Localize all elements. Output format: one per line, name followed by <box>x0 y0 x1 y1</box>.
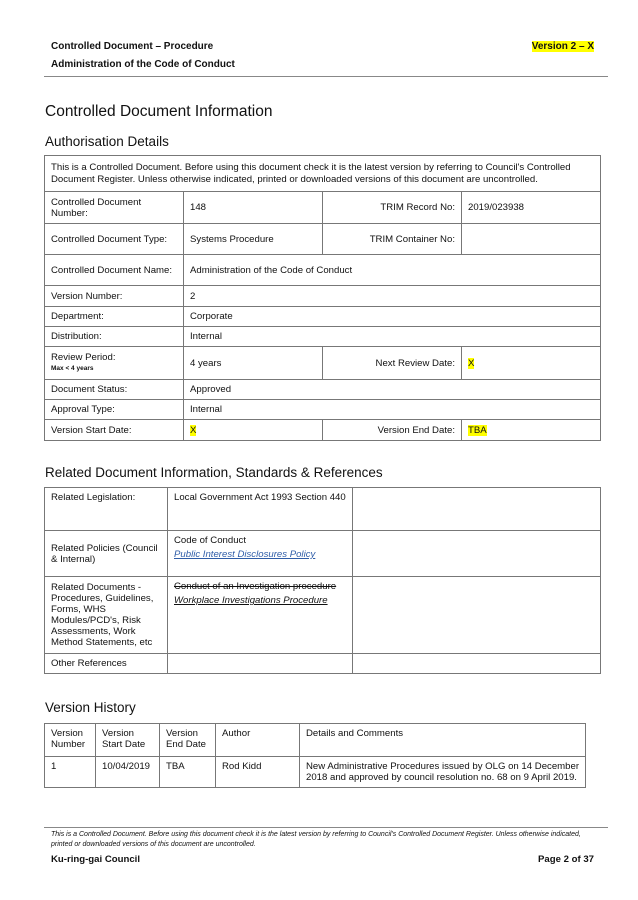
col-header: Author <box>216 724 300 757</box>
authorisation-heading: Authorisation Details <box>45 134 169 149</box>
related-table <box>44 487 601 674</box>
policies-extra <box>353 531 601 577</box>
table-row <box>45 347 601 380</box>
table-cell: TBA <box>160 757 216 788</box>
policy-pid-link[interactable]: Public Interest Disclosures Policy <box>174 549 316 560</box>
doc-workplace-investigations: Workplace Investigations Procedure <box>174 595 328 606</box>
version-start-value: X <box>190 424 197 436</box>
version-start-cell <box>184 420 323 441</box>
documents-label: Related Documents - Procedures, Guidelines, Forms, WHS Modules/PCD's, Risk Assessments, Work Method Statements, etc <box>45 577 168 654</box>
doc-type-label: Controlled Document Type: <box>45 224 184 255</box>
table-row <box>45 286 601 307</box>
doc-number-label: Controlled Document Number: <box>45 192 184 224</box>
version-end-label: Version End Date: <box>323 420 462 441</box>
footer-page-number: Page 2 of 37 <box>538 854 594 865</box>
header-divider <box>44 76 608 77</box>
header-version: Version 2 – X <box>531 41 594 52</box>
legislation-label: Related Legislation: <box>45 488 168 531</box>
legislation-extra <box>353 488 601 531</box>
col-header: Version End Date <box>160 724 216 757</box>
table-cell: New Administrative Procedures issued by OLG on 14 December 2018 and approved by council resolution no. 68 on 9 April 2019. <box>300 757 586 788</box>
other-references-label: Other References <box>45 654 168 674</box>
next-review-label: Next Review Date: <box>323 347 462 380</box>
table-row <box>45 420 601 441</box>
doc-status-value: Approved <box>184 380 601 400</box>
other-references-extra <box>353 654 601 674</box>
review-period-label: Review Period: <box>51 352 116 363</box>
version-history-table <box>44 723 586 788</box>
doc-name-label: Controlled Document Name: <box>45 255 184 286</box>
legislation-value: Local Government Act 1993 Section 440 <box>168 488 353 531</box>
col-header: Version Number <box>45 724 96 757</box>
authorisation-note: This is a Controlled Document. Before using this document check it is the latest version by referring to Council's Controlled Document Register. Unless otherwise indicated, printed or downloaded versions of this document are uncontrolled. <box>45 156 601 192</box>
doc-number-value: 148 <box>184 192 323 224</box>
policies-label: Related Policies (Council & Internal) <box>45 531 168 577</box>
table-row <box>45 400 601 420</box>
next-review-value: X <box>468 357 475 369</box>
footer-council: Ku-ring-gai Council <box>51 854 140 865</box>
table-row <box>45 380 601 400</box>
table-row <box>45 327 601 347</box>
col-header: Version Start Date <box>96 724 160 757</box>
department-label: Department: <box>45 307 184 327</box>
review-period-value: 4 years <box>184 347 323 380</box>
header-doc-name: Administration of the Code of Conduct <box>51 59 235 70</box>
page-title: Controlled Document Information <box>45 103 273 120</box>
version-number-value: 2 <box>184 286 601 307</box>
distribution-label: Distribution: <box>45 327 184 347</box>
doc-investigation-procedure: Conduct of an Investigation procedure <box>174 581 337 592</box>
trim-container-value <box>462 224 601 255</box>
table-row <box>45 531 601 577</box>
table-row <box>45 488 601 531</box>
doc-type-value: Systems Procedure <box>184 224 323 255</box>
department-value: Corporate <box>184 307 601 327</box>
next-review-cell <box>462 347 601 380</box>
table-row <box>45 255 601 286</box>
header-doc-type: Controlled Document – Procedure <box>51 41 214 52</box>
trim-record-value: 2019/023938 <box>462 192 601 224</box>
documents-cell <box>168 577 353 654</box>
policies-cell <box>168 531 353 577</box>
table-row <box>45 192 601 224</box>
table-cell: 1 <box>45 757 96 788</box>
approval-type-label: Approval Type: <box>45 400 184 420</box>
related-heading: Related Document Information, Standards & References <box>45 465 383 480</box>
other-references-value <box>168 654 353 674</box>
version-end-cell <box>462 420 601 441</box>
distribution-value: Internal <box>184 327 601 347</box>
footer-divider <box>44 827 608 828</box>
approval-type-value: Internal <box>184 400 601 420</box>
table-row <box>45 307 601 327</box>
review-period-max: Max < 4 years <box>51 365 94 372</box>
table-row <box>45 654 601 674</box>
table-row <box>45 757 586 788</box>
footer-note: This is a Controlled Document. Before using this document check it is the latest version by referring to Council's Controlled Document Register. Unless otherwise indicated, printed or downloaded versions of this document are uncontrolled. <box>51 831 581 848</box>
table-cell: Rod Kidd <box>216 757 300 788</box>
doc-name-value: Administration of the Code of Conduct <box>184 255 601 286</box>
table-row <box>45 224 601 255</box>
trim-record-label: TRIM Record No: <box>323 192 462 224</box>
table-row <box>45 156 601 192</box>
authorisation-table <box>44 155 601 441</box>
table-row <box>45 724 586 757</box>
review-period-cell <box>45 347 184 380</box>
page-header-left <box>51 38 235 74</box>
page-header-right <box>532 38 594 56</box>
version-number-label: Version Number: <box>45 286 184 307</box>
policy-code-of-conduct: Code of Conduct <box>174 535 246 546</box>
table-cell: 10/04/2019 <box>96 757 160 788</box>
version-history-heading: Version History <box>45 700 136 715</box>
version-end-value: TBA <box>468 424 487 436</box>
doc-status-label: Document Status: <box>45 380 184 400</box>
col-header: Details and Comments <box>300 724 586 757</box>
trim-container-label: TRIM Container No: <box>323 224 462 255</box>
version-start-label: Version Start Date: <box>45 420 184 441</box>
table-row <box>45 577 601 654</box>
documents-extra <box>353 577 601 654</box>
